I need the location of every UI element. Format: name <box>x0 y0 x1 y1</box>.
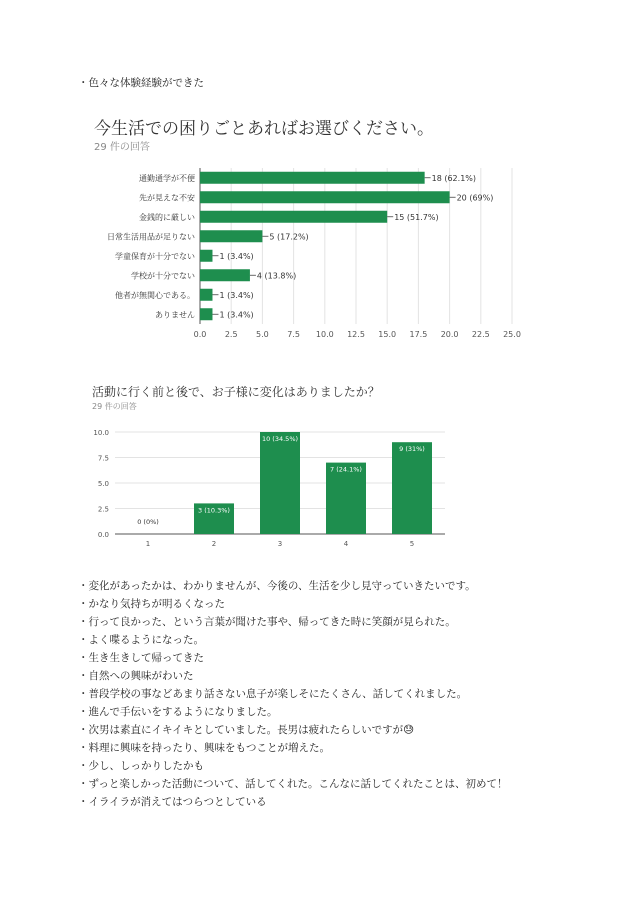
comment-item: ・変化があったかは、わかりませんが、今後の、生活を少し見守っていきたいです。 <box>78 580 476 592</box>
x-tick-label: 3 <box>277 540 283 548</box>
bar <box>200 308 212 320</box>
data-label: 3 (10.3%) <box>198 506 230 515</box>
chart1-subtitle: 29 件の回答 <box>94 142 150 153</box>
x-tick-label: 1 <box>145 540 151 548</box>
x-tick-label: 5 <box>409 540 415 548</box>
bar <box>200 172 425 184</box>
data-label: 1 (3.4%) <box>219 290 254 300</box>
x-tick-label: 22.5 <box>471 330 490 339</box>
bar <box>200 230 262 242</box>
data-label: 7 (24.1%) <box>330 465 362 474</box>
comment-item: ・イライラが消えてはつらつとしている <box>78 796 267 808</box>
data-label: 1 (3.4%) <box>219 310 254 320</box>
category-label: 日常生活用品が足りない <box>107 232 195 242</box>
comment-item: ・普段学校の事などあまり話さない息子が楽しそにたくさん、話してくれました。 <box>78 688 468 700</box>
comment-item: ・よく喋るようになった。 <box>78 634 204 646</box>
x-tick-label: 7.5 <box>287 330 300 339</box>
comment-item: ・次男は素直にイキイキとしていました。長男は疲れたらしいですが😓 <box>78 724 415 736</box>
x-tick-label: 17.5 <box>409 330 428 339</box>
comment-item: ・ずっと楽しかった活動について、話してくれた。こんなに話してくれたことは、初めて！ <box>78 778 508 790</box>
x-tick-label: 10.0 <box>315 330 334 339</box>
comment-item: ・行って良かった、という言葉が聞けた事や、帰ってきた時に笑顔が見られた。 <box>78 616 456 628</box>
bar <box>200 191 450 203</box>
y-tick-label: 5.0 <box>97 480 109 488</box>
data-label: 10 (34.5%) <box>261 435 299 443</box>
chart2-svg <box>80 420 460 550</box>
data-label: 9 (31%) <box>399 445 425 454</box>
category-label: 他者が無関心である。 <box>115 290 195 300</box>
category-label: 学校が十分でない <box>131 271 195 281</box>
x-tick-label: 20.0 <box>440 330 459 339</box>
data-label: 20 (69%) <box>456 193 494 203</box>
data-label: 18 (62.1%) <box>431 173 477 183</box>
chart1-title: 今生活での困りごとあればお選びください。 <box>94 119 434 139</box>
bar <box>200 211 387 223</box>
category-label: 学童保育が十分でない <box>115 251 195 261</box>
data-label: 1 (3.4%) <box>219 251 254 261</box>
data-label: 4 (13.8%) <box>256 271 297 281</box>
comments-list <box>78 577 618 811</box>
chart1-svg <box>60 160 540 340</box>
comment-item: ・料理に興味を持ったり、興味をもつことが増えた。 <box>78 742 330 754</box>
comment-item: ・少し、しっかりしたかも <box>78 760 204 772</box>
x-tick-label: 15.0 <box>378 330 397 339</box>
bar <box>200 289 212 301</box>
x-tick-label: 25.0 <box>503 330 521 339</box>
data-label: 15 (51.7%) <box>394 212 439 222</box>
x-tick-label: 0.0 <box>193 330 207 339</box>
category-label: ありません <box>155 310 195 320</box>
y-tick-label: 0.0 <box>97 531 109 539</box>
intro-line: ・色々な体験経験ができた <box>78 77 204 89</box>
category-label: 先が見えな不安 <box>139 193 195 203</box>
y-tick-label: 10.0 <box>93 429 109 437</box>
bar <box>200 269 250 281</box>
category-label: 通勤通学が不便 <box>139 173 195 183</box>
comment-item: ・かなり気持ちが明るくなった <box>78 598 225 610</box>
comment-item: ・進んで手伝いをするようになりました。 <box>78 706 278 718</box>
bar <box>260 432 300 534</box>
x-tick-label: 4 <box>343 540 349 548</box>
y-tick-label: 7.5 <box>97 454 109 463</box>
data-label: 0 (0%) <box>137 518 159 526</box>
chart2-title: 活動に行く前と後で、お子様に変化はありましたか？ <box>92 385 380 399</box>
x-tick-label: 12.5 <box>347 330 365 339</box>
x-tick-label: 5.0 <box>256 330 269 339</box>
x-tick-label: 2 <box>211 540 217 548</box>
chart2-subtitle: 29 件の回答 <box>92 402 137 411</box>
comment-item: ・自然への興味がわいた <box>78 670 194 682</box>
bar <box>200 250 212 262</box>
y-tick-label: 2.5 <box>97 505 109 514</box>
comment-item: ・生き生きして帰ってきた <box>78 652 204 664</box>
x-tick-label: 2.5 <box>224 330 238 339</box>
category-label: 金銭的に厳しい <box>139 212 195 222</box>
data-label: 5 (17.2%) <box>269 232 309 242</box>
bar <box>392 442 432 534</box>
